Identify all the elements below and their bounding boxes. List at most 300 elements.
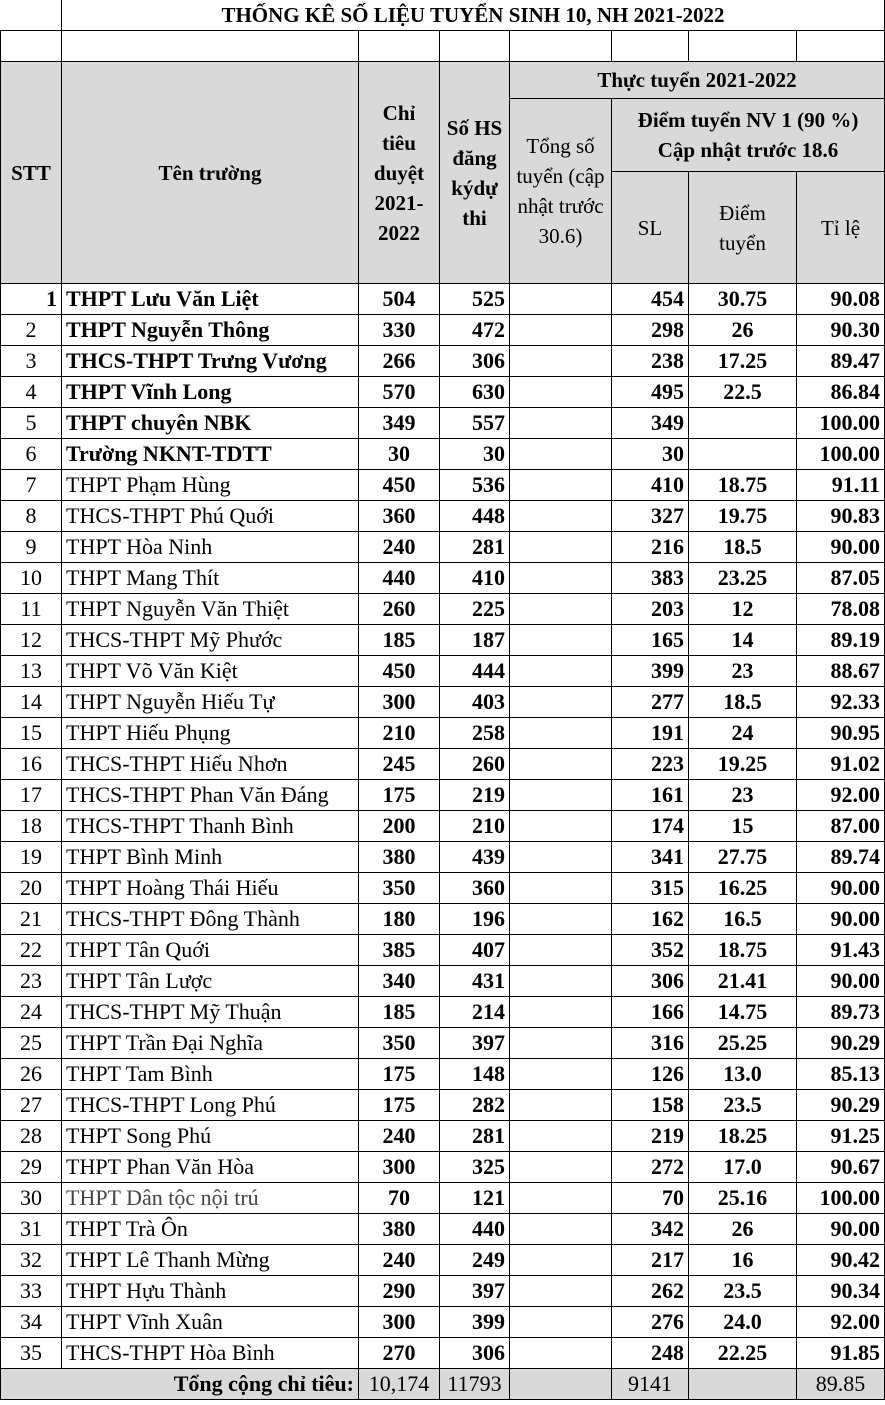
row-sl: 219 xyxy=(612,1121,689,1152)
row-chi-tieu: 270 xyxy=(359,1338,440,1369)
row-chi-tieu: 180 xyxy=(359,904,440,935)
row-diem-tuyen: 14.75 xyxy=(689,997,797,1028)
row-ti-le: 90.29 xyxy=(797,1090,885,1121)
row-dang-ky: 281 xyxy=(440,1121,510,1152)
row-ti-le: 85.13 xyxy=(797,1059,885,1090)
blank-cell xyxy=(62,31,359,62)
row-school-name: THCS-THPT Thanh Bình xyxy=(62,811,359,842)
row-ti-le: 89.74 xyxy=(797,842,885,873)
table-row xyxy=(1,532,885,563)
row-school-name: THPT Hoàng Thái Hiếu xyxy=(62,873,359,904)
page-title: THỐNG KÊ SỐ LIỆU TUYỂN SINH 10, NH 2021-2022 xyxy=(62,0,885,31)
row-chi-tieu: 340 xyxy=(359,966,440,997)
row-sl: 349 xyxy=(612,408,689,439)
table-row xyxy=(1,563,885,594)
row-sl: 352 xyxy=(612,935,689,966)
row-chi-tieu: 290 xyxy=(359,1276,440,1307)
table-row xyxy=(1,842,885,873)
row-ti-le: 90.00 xyxy=(797,966,885,997)
row-dang-ky: 397 xyxy=(440,1028,510,1059)
table-row xyxy=(1,377,885,408)
table-row xyxy=(1,1028,885,1059)
row-stt: 23 xyxy=(1,966,62,997)
row-chi-tieu: 350 xyxy=(359,1028,440,1059)
row-dang-ky: 439 xyxy=(440,842,510,873)
blank-cell xyxy=(797,31,885,62)
row-diem-tuyen: 30.75 xyxy=(689,284,797,315)
row-chi-tieu: 30 xyxy=(359,439,440,470)
row-sl: 454 xyxy=(612,284,689,315)
row-sl: 248 xyxy=(612,1338,689,1369)
row-tong-so xyxy=(510,625,612,656)
row-sl: 327 xyxy=(612,501,689,532)
row-chi-tieu: 380 xyxy=(359,842,440,873)
table-row xyxy=(1,501,885,532)
table-row xyxy=(1,1152,885,1183)
row-diem-tuyen: 16 xyxy=(689,1245,797,1276)
table-row xyxy=(1,1121,885,1152)
row-dang-ky: 281 xyxy=(440,532,510,563)
total-sl: 9141 xyxy=(612,1369,689,1400)
row-tong-so xyxy=(510,873,612,904)
row-sl: 161 xyxy=(612,780,689,811)
row-school-name: THPT Nguyễn Văn Thiệt xyxy=(62,594,359,625)
row-sl: 158 xyxy=(612,1090,689,1121)
table-row xyxy=(1,997,885,1028)
row-dang-ky: 525 xyxy=(440,284,510,315)
row-tong-so xyxy=(510,377,612,408)
row-chi-tieu: 245 xyxy=(359,749,440,780)
row-diem-tuyen: 18.5 xyxy=(689,532,797,563)
row-chi-tieu: 200 xyxy=(359,811,440,842)
blank-cell xyxy=(689,31,797,62)
row-dang-ky: 407 xyxy=(440,935,510,966)
row-school-name: THPT Võ Văn Kiệt xyxy=(62,656,359,687)
row-school-name: THPT Bình Minh xyxy=(62,842,359,873)
blank-cell xyxy=(1,31,62,62)
row-school-name: THCS-THPT Long Phú xyxy=(62,1090,359,1121)
row-sl: 262 xyxy=(612,1276,689,1307)
row-school-name: THPT Tân Quới xyxy=(62,935,359,966)
row-ti-le: 90.30 xyxy=(797,315,885,346)
row-school-name: THPT chuyên NBK xyxy=(62,408,359,439)
row-sl: 191 xyxy=(612,718,689,749)
row-tong-so xyxy=(510,1276,612,1307)
row-stt: 18 xyxy=(1,811,62,842)
row-chi-tieu: 570 xyxy=(359,377,440,408)
row-school-name: THPT Phan Văn Hòa xyxy=(62,1152,359,1183)
row-chi-tieu: 504 xyxy=(359,284,440,315)
row-ti-le: 100.00 xyxy=(797,408,885,439)
row-stt: 24 xyxy=(1,997,62,1028)
row-school-name: Trường NKNT-TDTT xyxy=(62,439,359,470)
header-tong-so: Tổng số tuyển (cập nhật trước 30.6) xyxy=(510,99,612,284)
row-ti-le: 87.05 xyxy=(797,563,885,594)
row-stt: 6 xyxy=(1,439,62,470)
row-school-name: THPT Phạm Hùng xyxy=(62,470,359,501)
row-school-name: THCS-THPT Trưng Vương xyxy=(62,346,359,377)
row-diem-tuyen: 12 xyxy=(689,594,797,625)
row-dang-ky: 557 xyxy=(440,408,510,439)
row-school-name: THPT Tam Bình xyxy=(62,1059,359,1090)
row-sl: 165 xyxy=(612,625,689,656)
header-ti-le: Tỉ lệ xyxy=(797,172,885,284)
row-tong-so xyxy=(510,718,612,749)
row-school-name: THPT Lê Thanh Mừng xyxy=(62,1245,359,1276)
row-diem-tuyen: 14 xyxy=(689,625,797,656)
row-tong-so xyxy=(510,408,612,439)
row-sl: 410 xyxy=(612,470,689,501)
header-thuc-tuyen: Thực tuyển 2021-2022 xyxy=(510,62,885,99)
row-stt: 25 xyxy=(1,1028,62,1059)
row-ti-le: 91.43 xyxy=(797,935,885,966)
row-ti-le: 91.11 xyxy=(797,470,885,501)
row-chi-tieu: 240 xyxy=(359,1245,440,1276)
row-diem-tuyen: 23 xyxy=(689,656,797,687)
row-stt: 22 xyxy=(1,935,62,966)
row-diem-tuyen: 18.75 xyxy=(689,935,797,966)
row-ti-le: 90.00 xyxy=(797,532,885,563)
row-diem-tuyen: 23 xyxy=(689,780,797,811)
row-diem-tuyen: 22.25 xyxy=(689,1338,797,1369)
row-chi-tieu: 240 xyxy=(359,532,440,563)
row-sl: 276 xyxy=(612,1307,689,1338)
row-ti-le: 90.08 xyxy=(797,284,885,315)
row-diem-tuyen xyxy=(689,439,797,470)
row-tong-so xyxy=(510,1121,612,1152)
row-school-name: THCS-THPT Mỹ Thuận xyxy=(62,997,359,1028)
row-diem-tuyen: 26 xyxy=(689,1214,797,1245)
row-stt: 16 xyxy=(1,749,62,780)
row-ti-le: 89.19 xyxy=(797,625,885,656)
row-dang-ky: 440 xyxy=(440,1214,510,1245)
row-ti-le: 89.73 xyxy=(797,997,885,1028)
row-chi-tieu: 266 xyxy=(359,346,440,377)
table-row xyxy=(1,1214,885,1245)
row-tong-so xyxy=(510,1214,612,1245)
table-row xyxy=(1,1183,885,1214)
row-stt: 11 xyxy=(1,594,62,625)
table-row xyxy=(1,1090,885,1121)
row-diem-tuyen: 19.25 xyxy=(689,749,797,780)
row-stt: 30 xyxy=(1,1183,62,1214)
row-stt: 12 xyxy=(1,625,62,656)
row-tong-so xyxy=(510,532,612,563)
row-tong-so xyxy=(510,439,612,470)
row-stt: 35 xyxy=(1,1338,62,1369)
row-chi-tieu: 360 xyxy=(359,501,440,532)
row-diem-tuyen: 26 xyxy=(689,315,797,346)
row-diem-tuyen: 23.5 xyxy=(689,1090,797,1121)
table-row xyxy=(1,1307,885,1338)
row-chi-tieu: 440 xyxy=(359,563,440,594)
header-so-hs: Số HS đăng kýdự thi xyxy=(440,62,510,284)
table-row xyxy=(1,718,885,749)
row-stt: 5 xyxy=(1,408,62,439)
row-dang-ky: 431 xyxy=(440,966,510,997)
row-ti-le: 90.95 xyxy=(797,718,885,749)
row-dang-ky: 225 xyxy=(440,594,510,625)
row-sl: 315 xyxy=(612,873,689,904)
row-school-name: THPT Hựu Thành xyxy=(62,1276,359,1307)
row-dang-ky: 410 xyxy=(440,563,510,594)
row-tong-so xyxy=(510,470,612,501)
row-sl: 203 xyxy=(612,594,689,625)
row-diem-tuyen: 24 xyxy=(689,718,797,749)
row-sl: 166 xyxy=(612,997,689,1028)
row-stt: 7 xyxy=(1,470,62,501)
row-diem-tuyen: 18.75 xyxy=(689,470,797,501)
table-row xyxy=(1,780,885,811)
row-school-name: THPT Vĩnh Xuân xyxy=(62,1307,359,1338)
row-dang-ky: 214 xyxy=(440,997,510,1028)
row-chi-tieu: 350 xyxy=(359,873,440,904)
row-tong-so xyxy=(510,1059,612,1090)
row-chi-tieu: 70 xyxy=(359,1183,440,1214)
row-ti-le: 90.34 xyxy=(797,1276,885,1307)
row-sl: 298 xyxy=(612,315,689,346)
row-school-name: THPT Tân Lược xyxy=(62,966,359,997)
row-dang-ky: 249 xyxy=(440,1245,510,1276)
table-row xyxy=(1,811,885,842)
row-tong-so xyxy=(510,842,612,873)
row-tong-so xyxy=(510,997,612,1028)
row-diem-tuyen: 18.25 xyxy=(689,1121,797,1152)
row-stt: 3 xyxy=(1,346,62,377)
row-stt: 9 xyxy=(1,532,62,563)
row-diem-tuyen: 17.25 xyxy=(689,346,797,377)
row-chi-tieu: 380 xyxy=(359,1214,440,1245)
row-diem-tuyen: 18.5 xyxy=(689,687,797,718)
total-label: Tổng cộng chỉ tiêu: xyxy=(1,1369,359,1400)
row-ti-le: 90.83 xyxy=(797,501,885,532)
row-tong-so xyxy=(510,966,612,997)
row-ti-le: 100.00 xyxy=(797,1183,885,1214)
blank-cell xyxy=(612,31,689,62)
row-stt: 8 xyxy=(1,501,62,532)
row-stt: 19 xyxy=(1,842,62,873)
row-stt: 1 xyxy=(1,284,62,315)
row-dang-ky: 187 xyxy=(440,625,510,656)
table-row xyxy=(1,470,885,501)
row-dang-ky: 260 xyxy=(440,749,510,780)
total-tong xyxy=(510,1369,612,1400)
row-school-name: THCS-THPT Hòa Bình xyxy=(62,1338,359,1369)
row-tong-so xyxy=(510,687,612,718)
row-school-name: THCS-THPT Hiếu Nhơn xyxy=(62,749,359,780)
row-ti-le: 90.00 xyxy=(797,904,885,935)
row-ti-le: 91.25 xyxy=(797,1121,885,1152)
header-chi-tieu: Chỉ tiêu duyệt 2021-2022 xyxy=(359,62,440,284)
row-dang-ky: 306 xyxy=(440,1338,510,1369)
row-dang-ky: 536 xyxy=(440,470,510,501)
row-ti-le: 100.00 xyxy=(797,439,885,470)
row-chi-tieu: 185 xyxy=(359,997,440,1028)
row-sl: 342 xyxy=(612,1214,689,1245)
table-body xyxy=(1,284,885,1369)
row-school-name: THPT Mang Thít xyxy=(62,563,359,594)
row-ti-le: 92.00 xyxy=(797,1307,885,1338)
row-tong-so xyxy=(510,315,612,346)
row-tong-so xyxy=(510,780,612,811)
table-row xyxy=(1,687,885,718)
row-dang-ky: 306 xyxy=(440,346,510,377)
table-row xyxy=(1,284,885,315)
row-ti-le: 91.02 xyxy=(797,749,885,780)
row-tong-so xyxy=(510,1152,612,1183)
row-diem-tuyen xyxy=(689,408,797,439)
table-row xyxy=(1,594,885,625)
table-row xyxy=(1,346,885,377)
total-row xyxy=(1,1369,885,1400)
row-stt: 33 xyxy=(1,1276,62,1307)
row-stt: 13 xyxy=(1,656,62,687)
row-school-name: THPT Trà Ôn xyxy=(62,1214,359,1245)
row-dang-ky: 30 xyxy=(440,439,510,470)
row-school-name: THPT Hòa Ninh xyxy=(62,532,359,563)
row-dang-ky: 630 xyxy=(440,377,510,408)
row-diem-tuyen: 22.5 xyxy=(689,377,797,408)
table-row xyxy=(1,1276,885,1307)
row-ti-le: 87.00 xyxy=(797,811,885,842)
row-dang-ky: 444 xyxy=(440,656,510,687)
row-ti-le: 90.00 xyxy=(797,1214,885,1245)
row-school-name: THCS-THPT Phú Quới xyxy=(62,501,359,532)
row-diem-tuyen: 24.0 xyxy=(689,1307,797,1338)
row-ti-le: 92.00 xyxy=(797,780,885,811)
row-school-name: THCS-THPT Mỹ Phước xyxy=(62,625,359,656)
row-dang-ky: 325 xyxy=(440,1152,510,1183)
row-school-name: THCS-THPT Phan Văn Đáng xyxy=(62,780,359,811)
row-school-name: THPT Song Phú xyxy=(62,1121,359,1152)
row-chi-tieu: 175 xyxy=(359,1090,440,1121)
table-row xyxy=(1,1245,885,1276)
total-chi-tieu: 10,174 xyxy=(359,1369,440,1400)
row-dang-ky: 448 xyxy=(440,501,510,532)
row-sl: 341 xyxy=(612,842,689,873)
row-diem-tuyen: 23.25 xyxy=(689,563,797,594)
row-dang-ky: 397 xyxy=(440,1276,510,1307)
header-sl: SL xyxy=(612,172,689,284)
row-sl: 30 xyxy=(612,439,689,470)
row-ti-le: 86.84 xyxy=(797,377,885,408)
row-sl: 126 xyxy=(612,1059,689,1090)
row-sl: 383 xyxy=(612,563,689,594)
row-tong-so xyxy=(510,1028,612,1059)
header-ten-truong: Tên trường xyxy=(62,62,359,284)
row-dang-ky: 403 xyxy=(440,687,510,718)
row-sl: 272 xyxy=(612,1152,689,1183)
row-dang-ky: 148 xyxy=(440,1059,510,1090)
row-sl: 216 xyxy=(612,532,689,563)
row-ti-le: 90.42 xyxy=(797,1245,885,1276)
row-chi-tieu: 175 xyxy=(359,780,440,811)
row-tong-so xyxy=(510,656,612,687)
row-tong-so xyxy=(510,904,612,935)
row-chi-tieu: 300 xyxy=(359,1152,440,1183)
row-chi-tieu: 240 xyxy=(359,1121,440,1152)
total-tile: 89.85 xyxy=(797,1369,885,1400)
row-stt: 28 xyxy=(1,1121,62,1152)
table-row xyxy=(1,1338,885,1369)
row-diem-tuyen: 27.75 xyxy=(689,842,797,873)
row-sl: 316 xyxy=(612,1028,689,1059)
header-diem-tuyen: Điểm tuyển xyxy=(689,172,797,284)
row-stt: 21 xyxy=(1,904,62,935)
row-school-name: THPT Nguyễn Thông xyxy=(62,315,359,346)
blank-cell xyxy=(359,31,440,62)
row-sl: 162 xyxy=(612,904,689,935)
blank-cell xyxy=(510,31,612,62)
row-school-name: THPT Nguyễn Hiếu Tự xyxy=(62,687,359,718)
row-stt: 20 xyxy=(1,873,62,904)
row-sl: 223 xyxy=(612,749,689,780)
header-diem-nv1-line2: Cập nhật trước 18.6 xyxy=(657,138,839,162)
row-diem-tuyen: 15 xyxy=(689,811,797,842)
row-ti-le: 90.29 xyxy=(797,1028,885,1059)
row-school-name: THPT Trần Đại Nghĩa xyxy=(62,1028,359,1059)
row-tong-so xyxy=(510,935,612,966)
row-tong-so xyxy=(510,284,612,315)
row-diem-tuyen: 17.0 xyxy=(689,1152,797,1183)
row-ti-le: 92.33 xyxy=(797,687,885,718)
row-sl: 174 xyxy=(612,811,689,842)
row-dang-ky: 472 xyxy=(440,315,510,346)
total-dang-ky: 11793 xyxy=(440,1369,510,1400)
row-chi-tieu: 300 xyxy=(359,687,440,718)
row-stt: 34 xyxy=(1,1307,62,1338)
row-chi-tieu: 210 xyxy=(359,718,440,749)
row-stt: 4 xyxy=(1,377,62,408)
row-stt: 14 xyxy=(1,687,62,718)
table-row xyxy=(1,904,885,935)
row-tong-so xyxy=(510,1090,612,1121)
table-row xyxy=(1,625,885,656)
row-chi-tieu: 175 xyxy=(359,1059,440,1090)
row-ti-le: 90.00 xyxy=(797,873,885,904)
row-chi-tieu: 349 xyxy=(359,408,440,439)
row-tong-so xyxy=(510,1245,612,1276)
row-chi-tieu: 330 xyxy=(359,315,440,346)
row-diem-tuyen: 13.0 xyxy=(689,1059,797,1090)
corner-cell xyxy=(1,0,62,31)
row-stt: 15 xyxy=(1,718,62,749)
blank-cell xyxy=(440,31,510,62)
row-ti-le: 89.47 xyxy=(797,346,885,377)
row-tong-so xyxy=(510,501,612,532)
row-stt: 2 xyxy=(1,315,62,346)
row-sl: 238 xyxy=(612,346,689,377)
row-school-name: THPT Vĩnh Long xyxy=(62,377,359,408)
row-dang-ky: 219 xyxy=(440,780,510,811)
row-sl: 306 xyxy=(612,966,689,997)
row-stt: 10 xyxy=(1,563,62,594)
row-diem-tuyen: 16.25 xyxy=(689,873,797,904)
row-sl: 399 xyxy=(612,656,689,687)
row-chi-tieu: 260 xyxy=(359,594,440,625)
row-diem-tuyen: 16.5 xyxy=(689,904,797,935)
table-row xyxy=(1,1059,885,1090)
row-tong-so xyxy=(510,1307,612,1338)
row-school-name: THPT Dân tộc nội trú xyxy=(62,1183,359,1214)
row-diem-tuyen: 19.75 xyxy=(689,501,797,532)
row-dang-ky: 282 xyxy=(440,1090,510,1121)
table-row xyxy=(1,966,885,997)
table-row xyxy=(1,873,885,904)
row-dang-ky: 196 xyxy=(440,904,510,935)
row-chi-tieu: 185 xyxy=(359,625,440,656)
row-tong-so xyxy=(510,811,612,842)
